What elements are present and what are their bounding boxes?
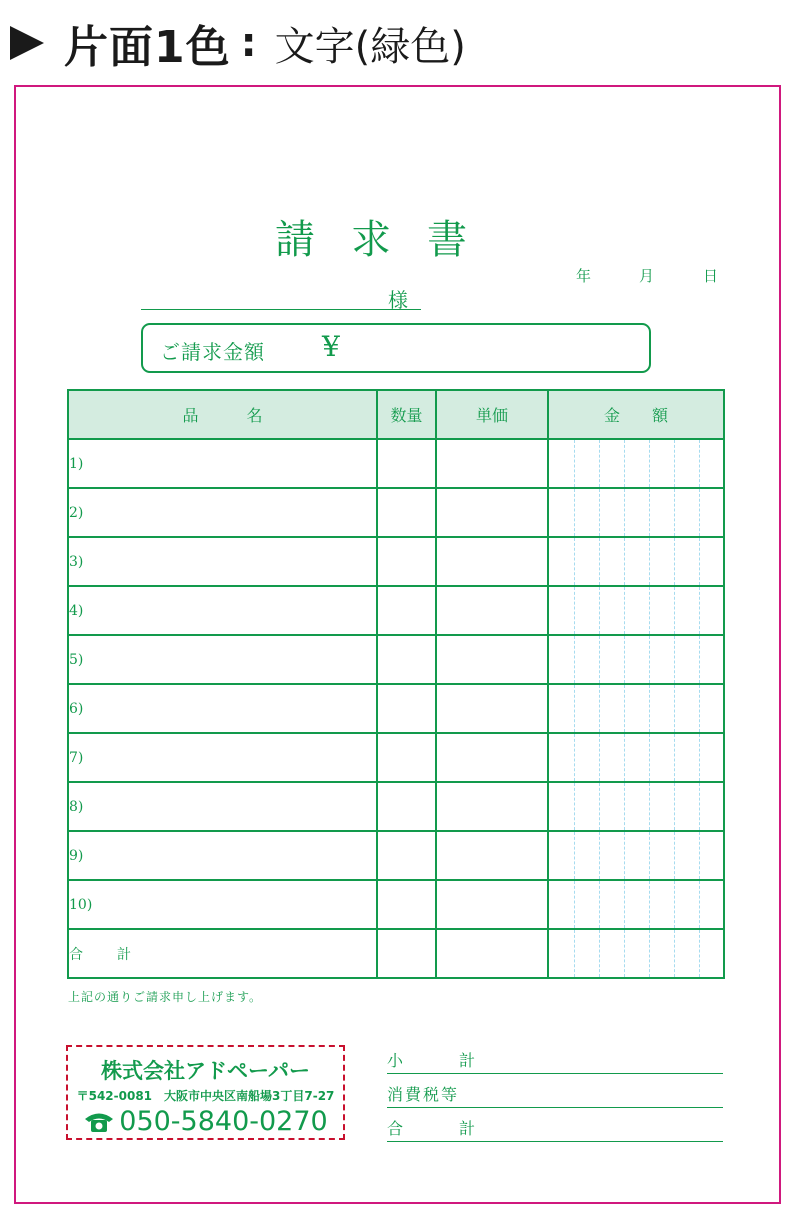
qty-cell	[377, 733, 436, 782]
digit-guide	[624, 636, 625, 683]
digit-guide	[574, 881, 575, 928]
qty-cell	[377, 880, 436, 929]
amount-cell	[548, 929, 724, 978]
invoice-title: 請求書	[275, 217, 503, 263]
row-number: 5)	[68, 635, 377, 684]
invoice-note: 上記の通りご請求申し上げます。	[68, 990, 263, 1004]
digit-guide	[649, 489, 650, 536]
digit-guide	[599, 636, 600, 683]
digit-guide	[599, 685, 600, 732]
qty-cell	[377, 684, 436, 733]
row-number: 8)	[68, 782, 377, 831]
column-amount: 金 額	[548, 390, 724, 439]
qty-cell	[377, 586, 436, 635]
digit-guide	[624, 685, 625, 732]
digit-guide	[624, 734, 625, 781]
column-qty: 数量	[377, 390, 436, 439]
table-row	[68, 439, 724, 488]
table-row	[68, 684, 724, 733]
table-row	[68, 782, 724, 831]
digit-guide	[649, 636, 650, 683]
digit-guide	[674, 734, 675, 781]
digit-guide	[699, 587, 700, 634]
digit-guide	[649, 734, 650, 781]
digit-guide	[599, 440, 600, 487]
row-number: 3)	[68, 537, 377, 586]
table-row	[68, 537, 724, 586]
table-header-row	[68, 390, 724, 439]
amount-cell	[548, 831, 724, 880]
unit-price-cell	[436, 733, 548, 782]
digit-guide	[599, 587, 600, 634]
date-day: 日	[703, 267, 719, 285]
digit-guide	[674, 930, 675, 977]
unit-price-cell	[436, 586, 548, 635]
digit-guide	[674, 685, 675, 732]
digit-guide	[599, 783, 600, 830]
amount-cell	[548, 733, 724, 782]
header-separator: :	[240, 20, 257, 66]
table-row	[68, 586, 724, 635]
digit-guide	[624, 587, 625, 634]
total-row	[68, 929, 724, 978]
row-number: 9)	[68, 831, 377, 880]
header-subtitle: 文字(緑色)	[274, 23, 466, 70]
digit-guide	[574, 685, 575, 732]
unit-price-cell	[436, 880, 548, 929]
digit-guide	[624, 783, 625, 830]
digit-guide	[674, 587, 675, 634]
digit-guide	[574, 440, 575, 487]
tax-row	[387, 1080, 723, 1108]
digit-guide	[624, 440, 625, 487]
digit-guide	[699, 734, 700, 781]
digit-guide	[624, 881, 625, 928]
digit-guide	[624, 930, 625, 977]
digit-guide	[674, 832, 675, 879]
table-row	[68, 733, 724, 782]
table-row	[68, 880, 724, 929]
digit-guide	[624, 832, 625, 879]
digit-guide	[649, 930, 650, 977]
digit-guide	[574, 832, 575, 879]
company-name: 株式会社アドペーパー	[101, 1059, 310, 1083]
row-number: 10)	[68, 880, 377, 929]
unit-price-cell	[436, 537, 548, 586]
digit-guide	[574, 489, 575, 536]
digit-guide	[574, 930, 575, 977]
subtotal-row	[387, 1046, 723, 1074]
digit-guide	[649, 783, 650, 830]
table-row	[68, 635, 724, 684]
table-row	[68, 831, 724, 880]
amount-cell	[548, 635, 724, 684]
company-address: 〒542-0081 大阪市中央区南船場3丁目7-27	[76, 1089, 335, 1103]
amount-cell	[548, 439, 724, 488]
digit-guide	[574, 538, 575, 585]
company-phone-line	[68, 1106, 343, 1137]
amount-cell	[548, 488, 724, 537]
total-label: 合 計	[68, 929, 377, 978]
digit-guide	[699, 930, 700, 977]
header-title: 片面1色	[64, 22, 231, 73]
digit-guide	[674, 881, 675, 928]
column-unit-price: 単価	[436, 390, 548, 439]
unit-price-cell	[436, 439, 548, 488]
amount-cell	[548, 586, 724, 635]
digit-guide	[574, 783, 575, 830]
digit-guide	[699, 489, 700, 536]
digit-guide	[699, 636, 700, 683]
digit-guide	[574, 587, 575, 634]
digit-guide	[674, 489, 675, 536]
qty-cell	[377, 537, 436, 586]
digit-guide	[649, 832, 650, 879]
qty-cell	[377, 782, 436, 831]
digit-guide	[699, 881, 700, 928]
qty-cell	[377, 635, 436, 684]
table-row	[68, 488, 724, 537]
digit-guide	[699, 685, 700, 732]
digit-guide	[649, 587, 650, 634]
company-stamp	[66, 1045, 345, 1140]
qty-cell	[377, 439, 436, 488]
digit-guide	[599, 489, 600, 536]
unit-price-cell	[436, 635, 548, 684]
digit-guide	[649, 440, 650, 487]
digit-guide	[674, 783, 675, 830]
digit-guide	[624, 489, 625, 536]
row-number: 6)	[68, 684, 377, 733]
total-unit-price-cell	[436, 929, 548, 978]
digit-guide	[599, 881, 600, 928]
digit-guide	[699, 440, 700, 487]
digit-guide	[699, 832, 700, 879]
amount-cell	[548, 880, 724, 929]
unit-price-cell	[436, 684, 548, 733]
date-month: 月	[639, 267, 655, 285]
tax-label: 消費税等	[387, 1085, 460, 1104]
digit-guide	[574, 636, 575, 683]
digit-guide	[599, 734, 600, 781]
digit-guide	[574, 734, 575, 781]
qty-cell	[377, 488, 436, 537]
addressee-suffix: 様	[388, 288, 408, 312]
amount-label: ご請求金額	[160, 340, 265, 364]
row-number: 4)	[68, 586, 377, 635]
total-qty-cell	[377, 929, 436, 978]
yen-symbol: ¥	[322, 330, 340, 363]
telephone-icon	[83, 1110, 115, 1134]
addressee-line	[141, 309, 421, 310]
digit-guide	[599, 832, 600, 879]
row-number: 7)	[68, 733, 377, 782]
summary-total-row	[387, 1114, 723, 1142]
page-header	[10, 8, 780, 78]
row-number: 2)	[68, 488, 377, 537]
summary-total-label: 合 計	[387, 1119, 478, 1138]
digit-guide	[599, 930, 600, 977]
company-phone: 050-5840-0270	[119, 1106, 328, 1137]
qty-cell	[377, 831, 436, 880]
digit-guide	[674, 636, 675, 683]
column-item: 品 名	[68, 390, 377, 439]
row-number: 1)	[68, 439, 377, 488]
digit-guide	[699, 538, 700, 585]
amount-cell	[548, 782, 724, 831]
digit-guide	[599, 538, 600, 585]
unit-price-cell	[436, 488, 548, 537]
digit-guide	[649, 881, 650, 928]
digit-guide	[649, 685, 650, 732]
digit-guide	[699, 783, 700, 830]
amount-cell	[548, 684, 724, 733]
items-table	[67, 389, 725, 979]
digit-guide	[649, 538, 650, 585]
unit-price-cell	[436, 831, 548, 880]
subtotal-label: 小 計	[387, 1051, 478, 1070]
play-triangle-icon	[10, 26, 44, 60]
date-year: 年	[576, 267, 592, 285]
item-rows	[68, 439, 724, 978]
amount-cell	[548, 537, 724, 586]
digit-guide	[674, 440, 675, 487]
digit-guide	[624, 538, 625, 585]
digit-guide	[674, 538, 675, 585]
unit-price-cell	[436, 782, 548, 831]
